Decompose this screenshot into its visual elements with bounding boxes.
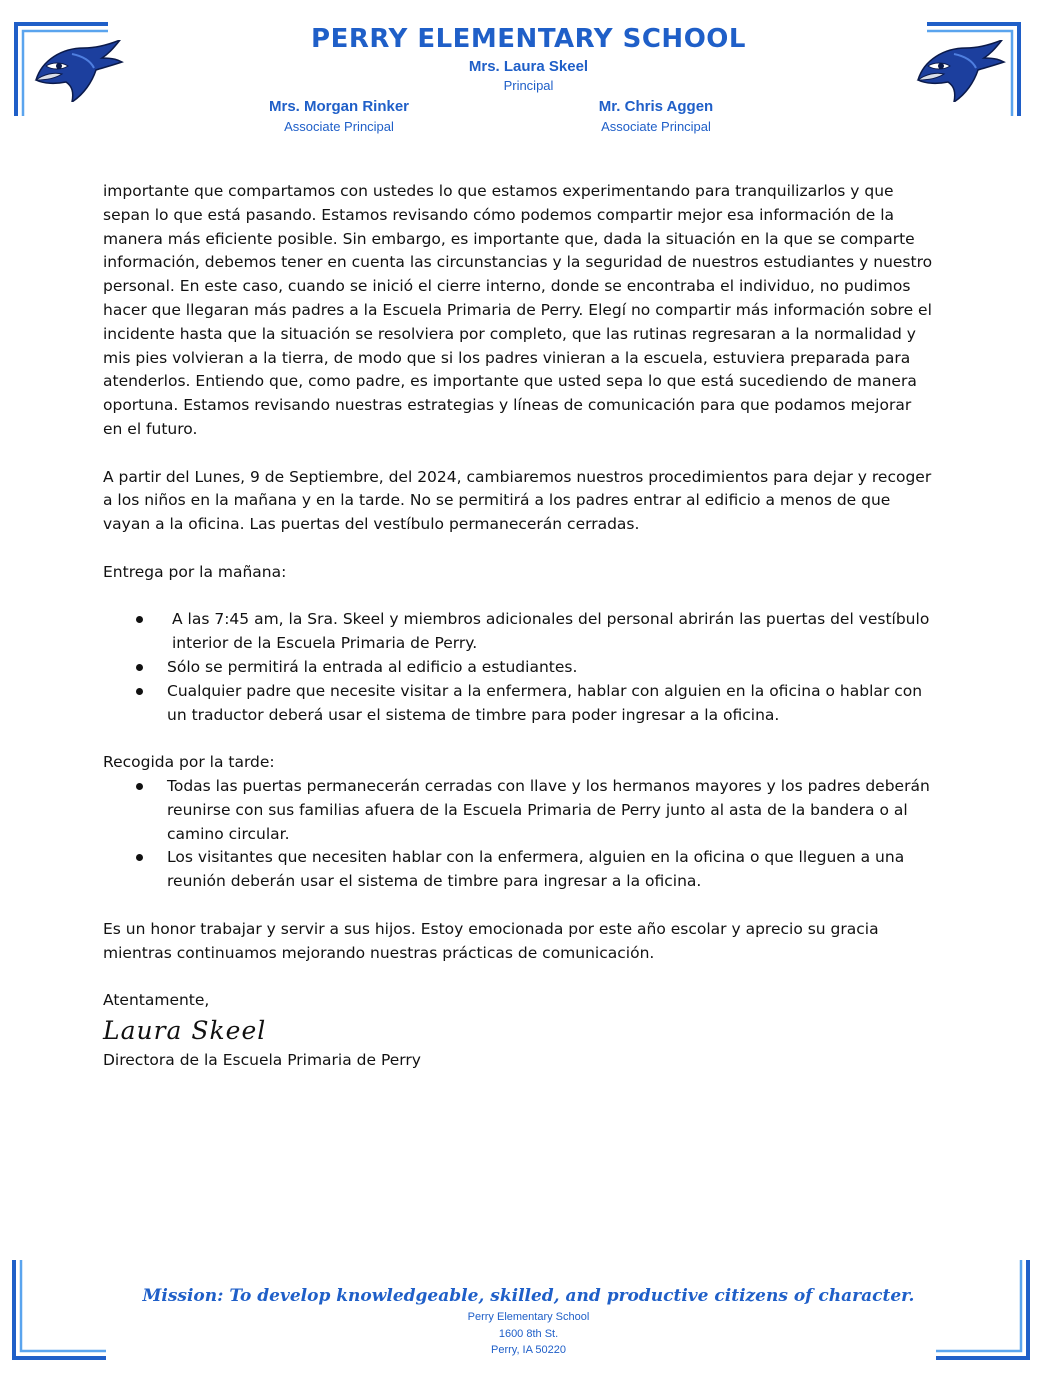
sign-off: Atentamente, — [103, 991, 210, 1010]
list-item: Los visitantes que necesiten hablar con la enfermera, alguien en la oficina o que lleguen a una reunión deberán usar el sistema de timbre para ingresar a la oficina. — [167, 846, 933, 894]
principal-name: Mrs. Laura Skeel — [468, 58, 589, 75]
letter-body — [103, 180, 933, 1073]
associate-principal-left-name: Mrs. Morgan Rinker — [268, 98, 410, 115]
morning-list — [103, 608, 933, 727]
afternoon-heading: Recogida por la tarde: — [103, 753, 275, 772]
school-name: PERRY ELEMENTARY SCHOOL — [311, 24, 746, 54]
associate-principal-right-title: Associate Principal — [601, 119, 711, 134]
signature: Laura Skeel — [103, 1015, 267, 1045]
list-item: A las 7:45 am, la Sra. Skeel y miembros adicionales del personal abrirán las puertas del vestíbulo interior de la Escuela Primaria de Perry. — [167, 608, 933, 656]
principal-title: Principal — [503, 78, 554, 93]
afternoon-list — [103, 775, 933, 894]
list-item: Cualquier padre que necesite visitar a la enfermera, hablar con alguien en la oficina o hablar con un traductor deberá usar el sistema de timbre para poder ingresar a la oficina. — [167, 680, 933, 728]
signer-title: Directora de la Escuela Primaria de Perry — [103, 1050, 421, 1069]
address-line: 1600 8th St. — [498, 1328, 559, 1340]
letter-paragraph: importante que compartamos con ustedes lo que estamos experimentando para tranquilizarlos y que sepan lo que está pasando. Estamos revisando cómo podemos compartir mejor esa información de la manera más eficiente posible. Sin embargo, es importante que, dada la situación en la que se comparte información, debemos tener en cuenta las circunstancias y la seguridad de nuestros estudiantes y nuestro personal. En este caso, cuando se inició el cierre interno, donde se encontraba el individuo, no pudimos hacer que llegaran más padres a la Escuela Primaria de Perry. Elegí no compartir más información sobre el incidente hasta que la situación se resolviera por completo, que las rutinas regresaran a la normalidad y mis pies volvieran a la tierra, de modo que si los padres vinieran a la escuela, estuviera preparada para atenderlos. Entiendo que, como padre, es importante que usted sepa lo que está sucediendo de manera oportuna. Estamos revisando nuestras estrategias y líneas de comunicación para que podamos mejorar en el futuro. — [103, 182, 933, 438]
list-item: Sólo se permitirá la entrada al edificio a estudiantes. — [167, 656, 933, 680]
morning-heading: Entrega por la mañana: — [103, 562, 287, 581]
associate-principal-right-name: Mr. Chris Aggen — [598, 98, 714, 115]
closing-paragraph: Es un honor trabajar y servir a sus hijos. Estoy emocionada por este año escolar y aprecio su gracia mientras continuamos mejorando nuestras prácticas de comunicación. — [103, 919, 879, 962]
associate-principal-left-title: Associate Principal — [284, 119, 394, 134]
associate-principal-right — [526, 98, 786, 134]
address-line: Perry Elementary School — [467, 1311, 590, 1323]
associate-principal-left — [209, 98, 469, 134]
letter-paragraph: A partir del Lunes, 9 de Septiembre, del 2024, cambiaremos nuestros procedimientos para dejar y recoger a los niños en la mañana y en la tarde. No se permitirá a los padres entrar al edificio a menos de que vayan a la oficina. Las puertas del vestíbulo permanecerán cerradas. — [103, 467, 932, 534]
address-line: Perry, IA 50220 — [490, 1344, 566, 1356]
list-item: Todas las puertas permanecerán cerradas con llave y los hermanos mayores y los padres deberán reunirse con sus familias afuera de la Escuela Primaria de Perry junto al asta de la bandera o al camino circular. — [167, 775, 933, 846]
mission-statement: Mission: To develop knowledgeable, skilled, and productive citizens of character. — [142, 1286, 915, 1306]
